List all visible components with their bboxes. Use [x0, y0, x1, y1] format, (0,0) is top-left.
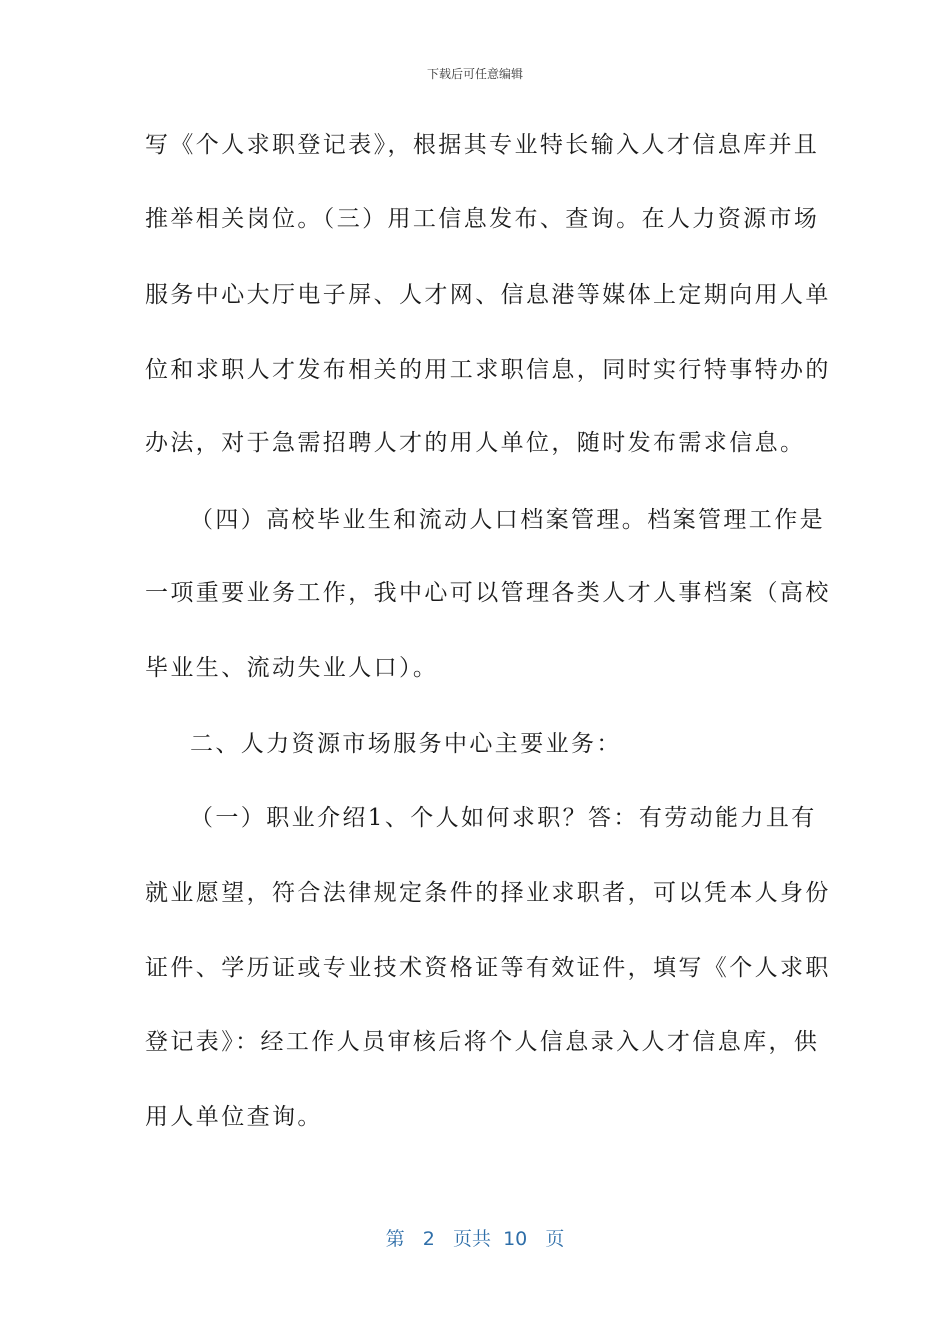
current-page-number: 2 — [422, 1228, 435, 1250]
paragraph-line: （四）高校毕业生和流动人口档案管理。档案管理工作是 — [190, 507, 825, 533]
total-pages-number: 10 — [503, 1228, 528, 1250]
paragraph-line: 服务中心大厅电子屏、人才网、信息港等媒体上定期向用人单 — [145, 282, 831, 308]
paragraph-line: 推举相关岗位。（三）用工信息发布、查询。在人力资源市场 — [145, 206, 820, 232]
paragraph-line: 毕业生、流动失业人口）。 — [145, 655, 439, 681]
paragraph-line: 一项重要业务工作，我中心可以管理各类人才人事档案（高校 — [145, 580, 831, 606]
section-heading: 二、人力资源市场服务中心主要业务： — [190, 731, 622, 757]
footer-middle: 页共 — [452, 1228, 491, 1250]
paragraph-line: 位和求职人才发布相关的用工求职信息，同时实行特事特办的 — [145, 357, 831, 383]
paragraph-line: 证件、学历证或专业技术资格证等有效证件，填写《个人求职 — [145, 955, 831, 981]
footer-prefix: 第 — [385, 1228, 405, 1250]
page-footer — [0, 1225, 950, 1253]
paragraph-line: （一）职业介绍1、个人如何求职？答：有劳动能力且有 — [190, 805, 817, 831]
paragraph-line: 就业愿望，符合法律规定条件的择业求职者，可以凭本人身份 — [145, 880, 831, 906]
footer-suffix: 页 — [545, 1228, 565, 1250]
page-header: 下载后可任意编辑 — [426, 67, 523, 81]
paragraph-line: 写《个人求职登记表》，根据其专业特长输入人才信息库并且 — [145, 132, 820, 158]
paragraph-line: 用人单位查询。 — [145, 1104, 323, 1130]
paragraph-line: 办法，对于急需招聘人才的用人单位，随时发布需求信息。 — [145, 430, 806, 456]
paragraph-line: 登记表》：经工作人员审核后将个人信息录入人才信息库，供 — [145, 1029, 820, 1055]
